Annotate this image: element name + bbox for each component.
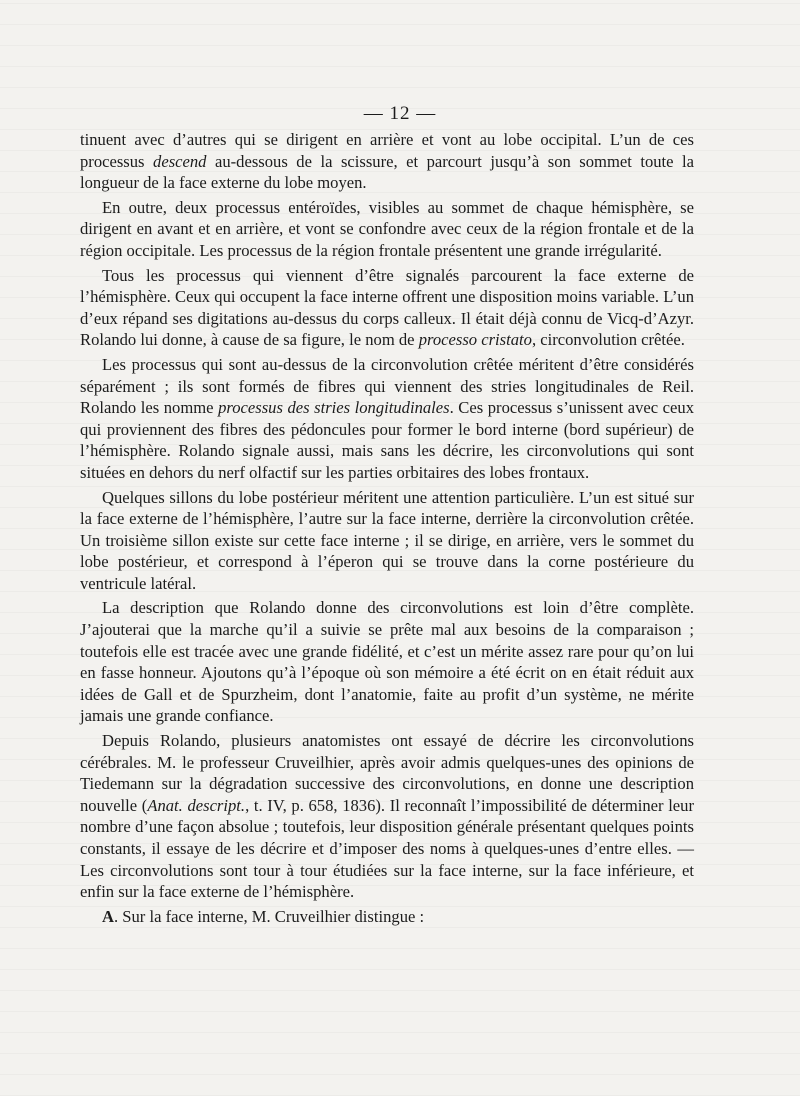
italic-text: Anat. descript. xyxy=(147,795,246,815)
text-run: . Ces processus s’unissent avec ceux qui proviennent des fibres des pédoncules pour former le bord interne (bord supérieur) de l’hémisphère. Rolando signale aussi, mais sans les décrire, les circonvolutions qui sont situées en dehors du nerf olfactif sur les parties orbitaires des lobes frontaux. xyxy=(80,398,694,482)
text-run: au-dessous de la scissure, et parcourt jusqu’à son sommet toute la longueur de la face externe du lobe moyen. xyxy=(80,151,694,193)
page-number: — 12 — xyxy=(363,103,437,124)
paragraph xyxy=(80,265,694,351)
paragraph xyxy=(80,906,694,928)
bold-text: A xyxy=(102,906,114,926)
text-run: Tous les processus qui viennent d’être signalés parcourent la face externe de l’hémisphère. Ceux qui occupent la face interne offrent une disposition moins variable. L’un d’eux répand ses digitations au-dessus du corps calleux. Il était déjà connu de Vicq-d’Azyr. Rolando lui donne, à cause de sa figure, le nom de xyxy=(80,265,694,350)
paragraph xyxy=(80,487,694,595)
text-run: La description que Rolando donne des circonvolutions est loin d’être complète. J’ajouterai que la marche qu’il a suivie se prête mal aux besoins de la comparaison ; toutefois elle est tracée avec une grande fidélité, et c’est un mérite assez rare pour qu’on lui en fasse honneur. Ajoutons qu’à l’époque où son mémoire a été écrit on en était réduit aux idées de Gall et de Spurzheim, dont l’anatomie, faite au profit d’un système, ne mérite jamais une grande confiance. xyxy=(80,598,694,726)
text-run: , circonvolution crêtée. xyxy=(531,330,685,350)
text-run: , t. IV, p. 658, 1836). Il reconnaît l’impossibilité de déterminer leur nombre d’une façon absolue ; toutefois, leur disposition générale présentant quelques points constants, il essaye de les décrire et d’imposer des noms à quelques-unes d’entre elles. — Les circonvolutions sont tour à tour étudiées sur la face interne, sur la face inférieure, et enfin sur la face externe de l’hémisphère. xyxy=(80,795,694,902)
text-run: Les processus qui sont au-dessus de la circonvolution crêtée méritent d’être considérés séparément ; ils sont formés de fibres qui viennent des stries longitudinales de Reil. Rolando les nomme xyxy=(80,354,694,418)
italic-text: descend xyxy=(153,151,207,171)
paragraph xyxy=(80,354,694,484)
text-run: Quelques sillons du lobe postérieur méritent une attention particulière. L’un est situé sur la face externe de l’hémisphère, l’autre sur la face interne, derrière la circonvolution crêtée. Un troisième sillon existe sur cette face interne ; il se dirige, en arrière, vers le sommet du lobe postérieur, et correspond à l’éperon qui se trouve dans la corne postérieure du ventricule latéral. xyxy=(80,487,694,593)
body-text xyxy=(80,129,694,930)
paragraph xyxy=(80,597,694,727)
paragraph xyxy=(80,730,694,903)
italic-text: processo cristato xyxy=(418,330,532,350)
paragraph xyxy=(80,197,694,262)
italic-text: processus des stries longitudinales xyxy=(218,398,450,418)
paragraph xyxy=(80,129,694,194)
text-run: En outre, deux processus entéroïdes, visibles au sommet de chaque hémisphère, se dirigent en avant et en arrière, et vont se confondre avec ceux de la région frontale et de la région occipitale. Les processus de la région frontale présentent une grande irrégularité. xyxy=(80,197,694,260)
text-run: . Sur la face interne, M. Cruveilhier distingue : xyxy=(113,906,425,926)
text-run: tinuent avec d’autres qui se dirigent en arrière et vont au lobe occipital. L’un de ces processus xyxy=(80,130,694,171)
text-run: Depuis Rolando, plusieurs anatomistes ont essayé de décrire les circonvolutions cérébrales. M. le professeur Cruveilhier, après avoir admis quelques-unes des opinions de Tiedemann sur la dégradation successive des circonvolutions, en donne une description nouvelle ( xyxy=(80,731,694,815)
